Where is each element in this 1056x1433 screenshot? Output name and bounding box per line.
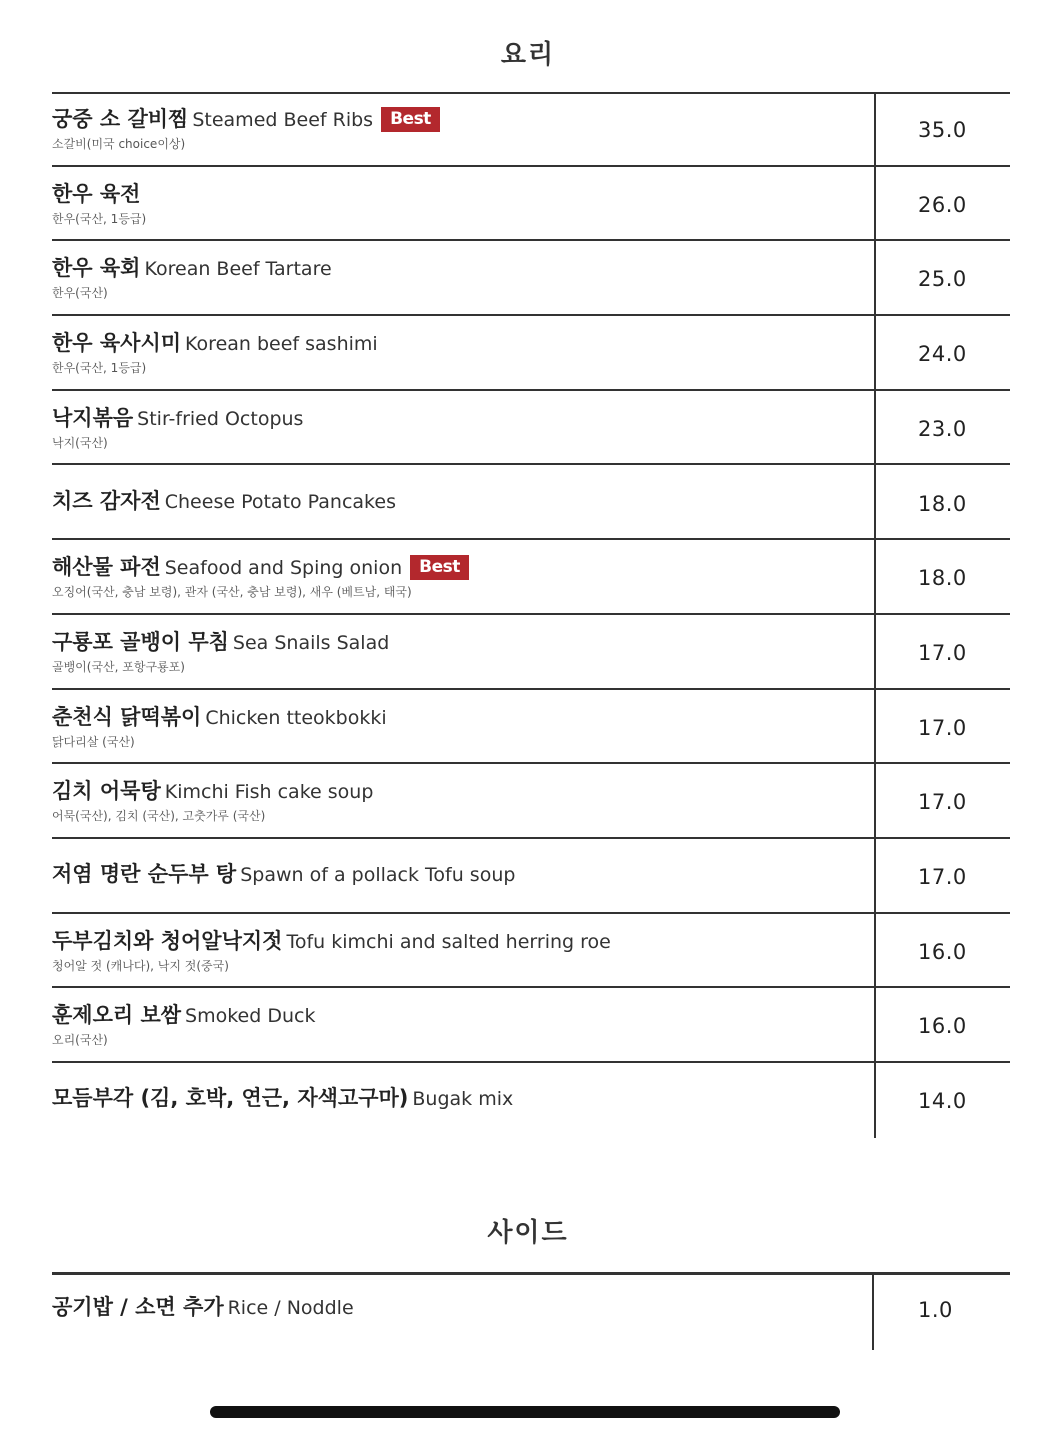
menu-item-row xyxy=(52,1272,1010,1347)
menu-item-price: 17.0 xyxy=(918,865,967,889)
menu-item-name xyxy=(52,405,303,433)
menu-item-english-name: Seafood and Sping onion xyxy=(164,557,403,580)
menu-item-row xyxy=(52,466,1010,541)
menu-item-row xyxy=(52,914,1010,989)
menu-item-name xyxy=(52,554,469,582)
menu-item-price: 16.0 xyxy=(918,939,967,964)
menu-item-price: 23.0 xyxy=(918,416,967,441)
home-indicator[interactable] xyxy=(210,1406,840,1418)
menu-item-english-name: Sea Snails Salad xyxy=(232,631,390,654)
menu-item-row xyxy=(52,615,1010,690)
menu-item-row xyxy=(52,690,1010,765)
menu-item-english-name: Smoked Duck xyxy=(185,1005,316,1028)
menu-item-korean-name: 공기밥 / 소면 추가 xyxy=(52,1295,224,1319)
menu-item-name xyxy=(52,1085,513,1113)
menu-item-price: 35.0 xyxy=(918,118,967,142)
menu-item-row xyxy=(52,1063,1010,1138)
section-title-sides: 사이드 xyxy=(487,1218,569,1248)
menu-item-price: 1.0 xyxy=(918,1298,953,1322)
menu-item-row xyxy=(52,540,1010,615)
menu-item-korean-name: 한우 육전 xyxy=(52,181,141,206)
menu-item-english-name: Stir-fried Octopus xyxy=(137,407,304,430)
menu-item-name xyxy=(52,1294,354,1322)
best-badge: Best xyxy=(410,555,469,580)
menu-item-english-name: Spawn of a pollack Tofu soup xyxy=(240,864,516,886)
menu-item-row xyxy=(52,241,1010,316)
dishes-table xyxy=(52,92,1010,1138)
menu-item-english-name: Steamed Beef Ribs xyxy=(192,109,374,131)
menu-item-english-name: Korean Beef Tartare xyxy=(144,258,332,281)
menu-item-price: 26.0 xyxy=(918,192,967,217)
menu-item-name xyxy=(52,255,332,283)
menu-item-korean-name: 치즈 감자전 xyxy=(52,488,161,513)
menu-item-name xyxy=(52,928,611,956)
menu-item-origin: 한우(국산, 1등급) xyxy=(52,361,147,376)
menu-item-korean-name: 해산물 파전 xyxy=(52,555,161,580)
menu-item-name xyxy=(52,1002,315,1030)
menu-item-korean-name: 두부김치와 청어알낙지젓 xyxy=(52,928,283,953)
menu-item-korean-name: 낙지볶음 xyxy=(52,405,134,430)
menu-item-korean-name: 저염 명란 순두부 탕 xyxy=(52,862,237,886)
menu-item-origin: 오징어(국산, 충남 보령), 관자 (국산, 충남 보령), 새우 (베트남, 태국) xyxy=(52,585,412,600)
menu-item-korean-name: 김치 어묵탕 xyxy=(52,779,161,804)
menu-item-row xyxy=(52,764,1010,839)
menu-item-english-name: Rice / Noddle xyxy=(227,1297,354,1319)
menu-item-korean-name: 한우 육사시미 xyxy=(52,331,182,356)
menu-item-origin: 한우(국산) xyxy=(52,286,108,301)
menu-item-korean-name: 훈제오리 보쌈 xyxy=(52,1003,182,1028)
menu-item-row xyxy=(52,988,1010,1063)
best-badge: Best xyxy=(381,107,440,132)
menu-item-korean-name: 구룡포 골뱅이 무침 xyxy=(52,629,229,654)
menu-item-name xyxy=(52,488,396,516)
menu-item-price: 17.0 xyxy=(918,790,967,815)
menu-item-korean-name: 춘천식 닭떡볶이 xyxy=(52,704,202,729)
menu-item-origin: 청어알 젓 (캐나다), 낙지 젓(중국) xyxy=(52,958,229,973)
section-title-dishes: 요리 xyxy=(500,40,556,70)
menu-item-name xyxy=(52,106,440,134)
menu-item-origin: 소갈비(미국 choice이상) xyxy=(52,137,186,151)
menu-item-name xyxy=(52,861,515,889)
menu-item-row xyxy=(52,391,1010,466)
menu-item-row xyxy=(52,167,1010,242)
menu-item-price: 25.0 xyxy=(918,267,967,292)
menu-item-price: 14.0 xyxy=(918,1089,967,1114)
menu-item-name xyxy=(52,629,389,657)
menu-item-price: 18.0 xyxy=(918,491,967,516)
menu-item-korean-name: 궁중 소 갈비찜 xyxy=(52,107,189,131)
menu-item-price: 24.0 xyxy=(918,342,967,367)
sides-table xyxy=(52,1272,1010,1350)
menu-item-english-name: Korean beef sashimi xyxy=(185,333,378,356)
menu-item-origin: 낙지(국산) xyxy=(52,435,108,450)
menu-item-english-name: Bugak mix xyxy=(412,1088,514,1111)
menu-item-english-name: Kimchi Fish cake soup xyxy=(164,781,374,804)
menu-item-english-name: Chicken tteokbokki xyxy=(205,706,387,729)
menu-item-english-name: Tofu kimchi and salted herring roe xyxy=(286,930,611,953)
menu-item-origin: 어묵(국산), 김치 (국산), 고춧가루 (국산) xyxy=(52,809,266,824)
menu-item-price: 17.0 xyxy=(918,640,967,665)
menu-item-origin: 한우(국산, 1등급) xyxy=(52,211,147,226)
menu-item-name xyxy=(52,778,373,806)
menu-item-row xyxy=(52,92,1010,167)
menu-item-origin: 닭다리살 (국산) xyxy=(52,734,135,749)
menu-item-korean-name: 모듬부각 (김, 호박, 연근, 자색고구마) xyxy=(52,1086,409,1111)
menu-item-name xyxy=(52,181,140,209)
menu-item-origin: 오리(국산) xyxy=(52,1033,108,1048)
menu-item-price: 17.0 xyxy=(918,715,967,740)
menu-item-english-name: Cheese Potato Pancakes xyxy=(164,490,396,513)
menu-item-row xyxy=(52,316,1010,391)
menu-item-price: 18.0 xyxy=(918,566,967,591)
menu-item-price: 16.0 xyxy=(918,1014,967,1039)
menu-item-name xyxy=(52,704,387,732)
menu-item-korean-name: 한우 육회 xyxy=(52,256,141,281)
menu-item-row xyxy=(52,839,1010,914)
menu-item-name xyxy=(52,330,378,358)
menu-item-origin: 골뱅이(국산, 포항구룡포) xyxy=(52,659,185,674)
